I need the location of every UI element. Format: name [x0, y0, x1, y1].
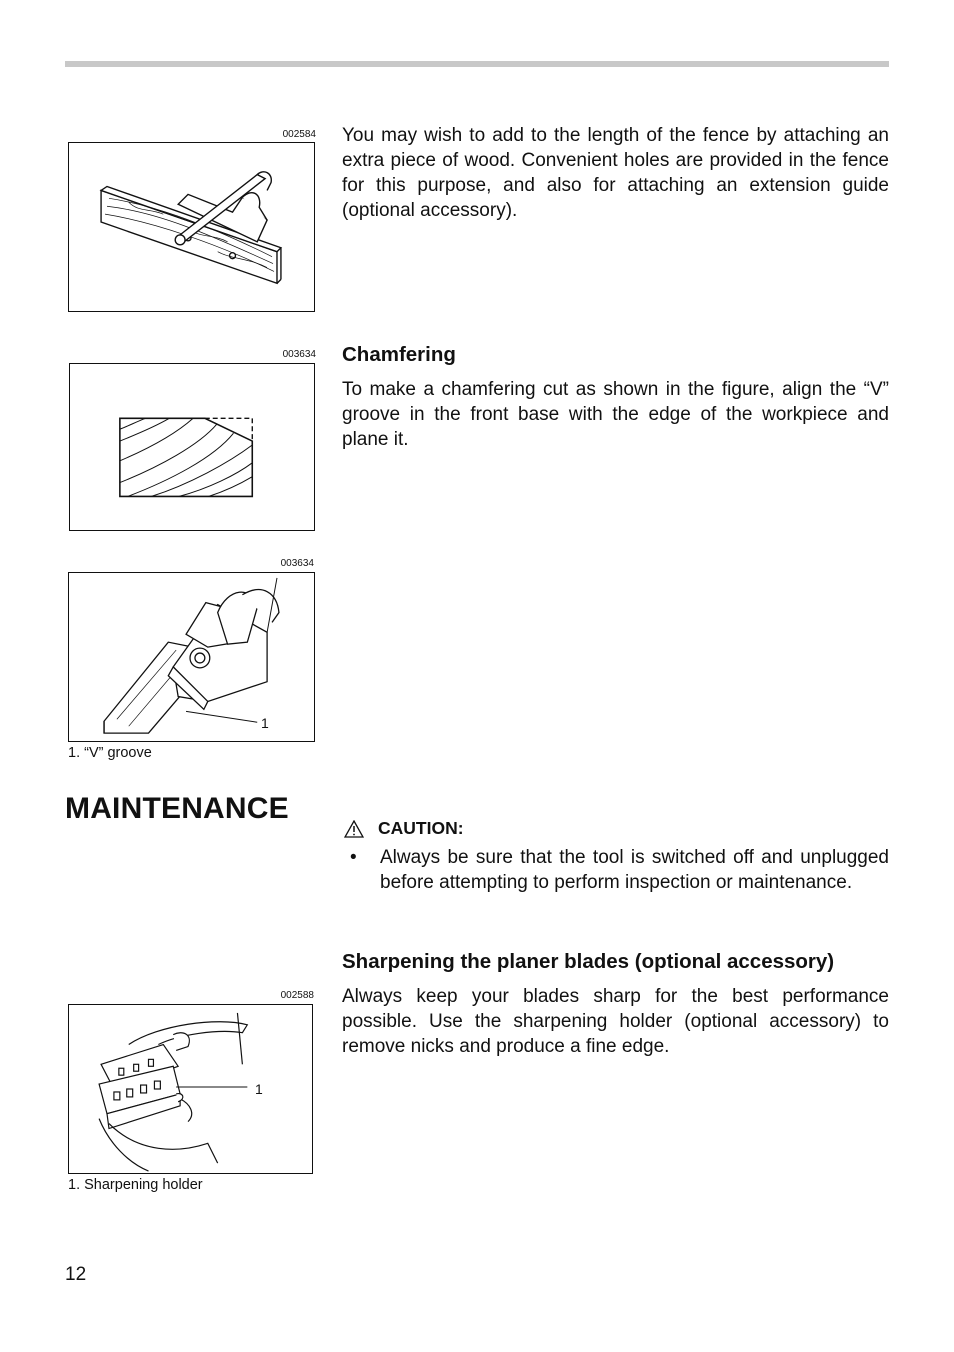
vgroove-callout-number: 1 — [261, 715, 269, 731]
chamfering-heading: Chamfering — [342, 343, 456, 366]
figure-code-planer: 003634 — [280, 558, 314, 569]
fence-paragraph: You may wish to add to the length of the fence by attaching an extra piece of wood. Convenient holes are provided in the fence for this purpose, and also for attaching an extension guide (optional accessory). — [342, 125, 889, 221]
figure-sharpening-holder — [68, 1004, 313, 1174]
caution-item-text: Always be sure that the tool is switched off and unplugged before attempting to perform inspection or maintenance. — [380, 847, 889, 893]
sharpening-holder-illustration — [69, 1005, 312, 1173]
sharpening-paragraph: Always keep your blades sharp for the best performance possible. Use the sharpening holder (optional accessory) to remove nicks and produce a fine edge. — [342, 986, 889, 1057]
header-rule — [65, 61, 889, 67]
figure-code-sharpening: 002588 — [280, 990, 314, 1001]
fence-wood-illustration — [69, 143, 314, 311]
maintenance-heading: MAINTENANCE — [65, 792, 289, 825]
figure-code-chamfer: 003634 — [282, 349, 316, 360]
figure-code-fence: 002584 — [282, 129, 316, 140]
figure-chamfer-section — [69, 363, 315, 531]
warning-triangle-icon — [344, 820, 364, 838]
sharpening-caption: 1. Sharpening holder — [68, 1177, 203, 1193]
sharpening-callout-number: 1 — [255, 1081, 263, 1097]
chamfering-paragraph: To make a chamfering cut as shown in the figure, align the “V” groove in the front base with the edge of the workpiece and plane it. — [342, 379, 889, 450]
caution-text: CAUTION: — [378, 818, 464, 838]
caution-label — [344, 818, 464, 839]
planer-illustration — [69, 573, 314, 741]
figure-planer-vgroove — [68, 572, 315, 742]
figure-fence-extension — [68, 142, 315, 312]
page-number: 12 — [65, 1264, 87, 1285]
bullet-icon: • — [350, 847, 357, 868]
chamfer-wood-section — [70, 364, 314, 530]
sharpening-heading: Sharpening the planer blades (optional accessory) — [342, 950, 835, 973]
vgroove-caption: 1. “V” groove — [68, 745, 152, 761]
